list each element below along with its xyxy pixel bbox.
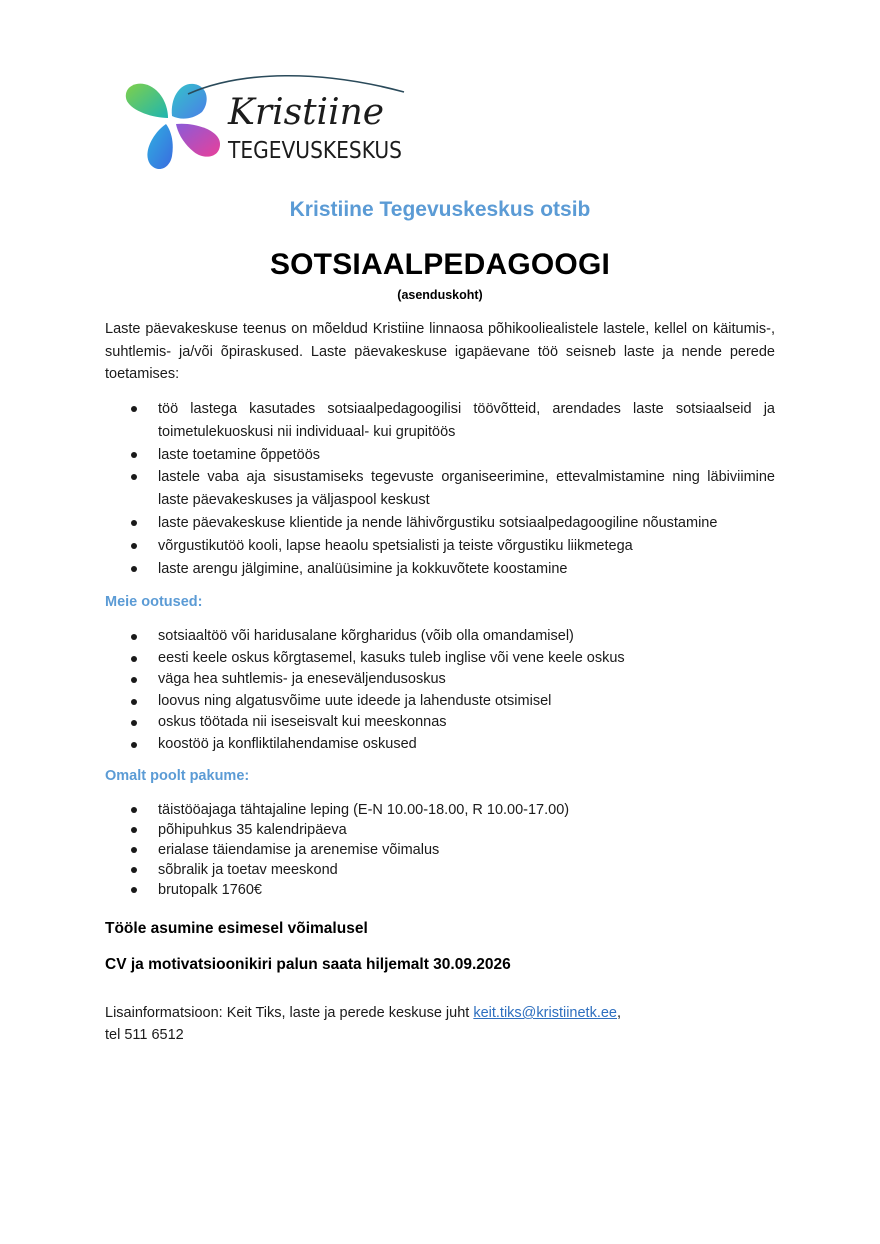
clover-logo-icon [122, 72, 412, 176]
contact-suffix: , [616, 1005, 622, 1021]
list-item: võrgustikutöö kooli, lapse heaolu spetsialisti ja teiste võrgustiku liikmetega [105, 535, 775, 558]
list-item: erialase täiendamise ja arenemise võimalus [105, 840, 775, 860]
offer-heading: Omalt poolt pakume: [105, 768, 250, 784]
list-item: brutopalk 1760€ [105, 880, 775, 900]
list-item: väga hea suhtlemis- ja eneseväljendusoskus [105, 669, 775, 691]
page-title: SOTSIAALPEDAGOOGI [269, 248, 611, 281]
contact-prefix: Lisainformatsioon: Keit Tiks, laste ja perede keskuse juht [105, 1005, 474, 1021]
list-item: lastele vaba aja sisustamiseks tegevuste organiseerimine, ettevalmistamine ning läbiviimine laste päevakeskuses ja väljaspool keskust [105, 466, 775, 512]
position-note: (asenduskoht) [397, 288, 483, 302]
logo-name: Kristiine [228, 92, 385, 133]
list-item: töö lastega kasutades sotsiaalpedagoogilisi töövõtteid, arendades laste sotsiaalseid ja toimetulekuoskusi nii individuaal- kui grupitöös [105, 398, 775, 444]
list-item: sotsiaaltöö või haridusalane kõrgharidus (võib olla omandamisel) [105, 626, 775, 648]
intro-paragraph: Laste päevakeskuse teenus on mõeldud Kristiine linnaosa põhikooliealistele lastele, kellel on käitumis-, suhtlemis- ja/või õpiraskused. Laste päevakeskuse igapäevane töö seisneb laste ja nende perede toetamises: [105, 321, 775, 382]
deadline-note: CV ja motivatsioonikiri palun saata hiljemalt 30.09.2026 [105, 956, 511, 973]
logo-tagline: TEGEVUSKESKUS [227, 136, 402, 164]
list-item: eesti keele oskus kõrgtasemel, kasuks tuleb inglise või vene keele oskus [105, 648, 775, 670]
contact-email-link[interactable]: keit.tiks@kristiinetk.ee [473, 1005, 617, 1021]
list-item: põhipuhkus 35 kalendripäeva [105, 820, 775, 840]
list-item: laste toetamine õppetöös [105, 444, 775, 467]
list-item: laste arengu jälgimine, analüüsimine ja kokkuvõtete koostamine [105, 558, 775, 581]
contact-info [105, 1002, 775, 1046]
list-item: oskus töötada nii iseseisvalt kui meeskonnas [105, 712, 775, 734]
offer-list [105, 800, 775, 900]
start-note: Tööle asumine esimesel võimalusel [105, 920, 368, 937]
list-item: koostöö ja konfliktilahendamise oskused [105, 734, 775, 756]
contact-phone: tel 511 6512 [105, 1027, 184, 1043]
list-item: täistööajaga tähtajaline leping (E-N 10.00-18.00, R 10.00-17.00) [105, 800, 775, 820]
page-subtitle: Kristiine Tegevuskeskus otsib [289, 198, 591, 221]
list-item: sõbralik ja toetav meeskond [105, 860, 775, 880]
list-item: loovus ning algatusvõime uute ideede ja lahenduste otsimisel [105, 691, 775, 713]
expectations-list [105, 626, 775, 755]
list-item: laste päevakeskuse klientide ja nende lähivõrgustiku sotsiaalpedagoogiline nõustamine [105, 512, 775, 535]
duties-list [105, 398, 775, 580]
expectations-heading: Meie ootused: [105, 594, 203, 610]
logo [122, 72, 412, 176]
